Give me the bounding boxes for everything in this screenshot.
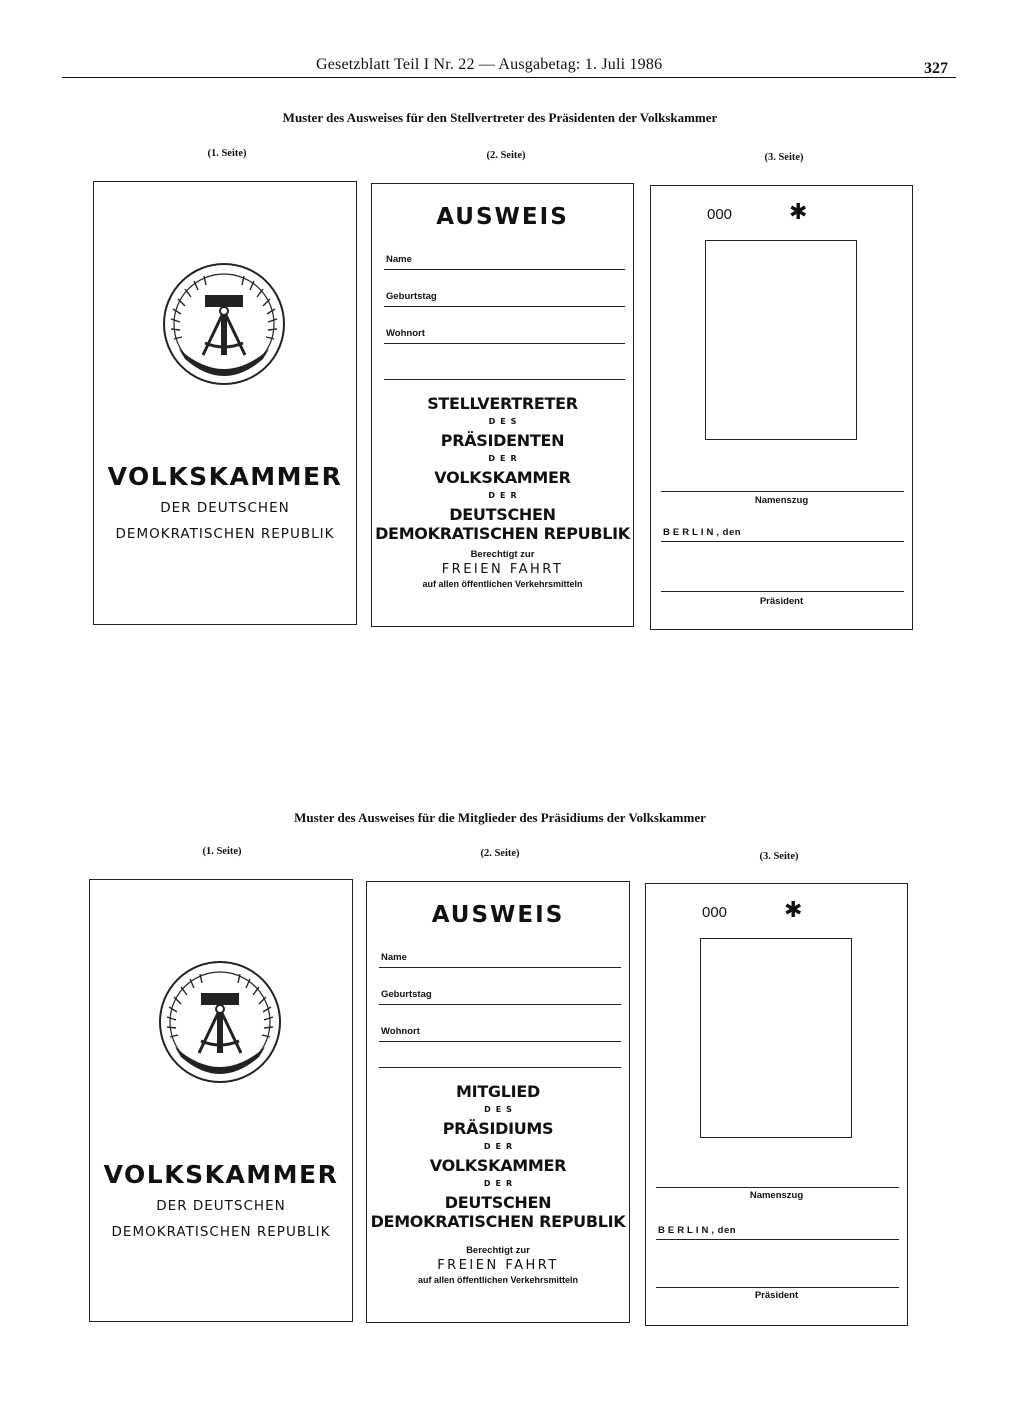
serial-number: 000 (702, 904, 728, 921)
side-label-1: (1. Seite) (207, 148, 247, 159)
role-block (367, 1082, 629, 1285)
cover-subtitle-2: DEMOKRATISCHEN REPUBLIK (111, 1224, 331, 1240)
namenszug-label: Namenszug (749, 1190, 804, 1201)
id-card-inner (371, 183, 634, 627)
id-card-back (645, 883, 908, 1326)
star-icon: ✱ (789, 200, 808, 225)
verkehrsmittel-text: auf allen öffentlichen Verkehrsmitteln (422, 579, 583, 589)
berlin-suffix: , den (716, 527, 742, 538)
berlin-date-label (658, 1225, 736, 1236)
role-line: PRÄSIDENTEN (440, 431, 565, 450)
field-line-extra (384, 379, 625, 380)
field-line-name (384, 269, 625, 270)
namenszug-label: Namenszug (754, 495, 809, 506)
id-card-inner (366, 881, 630, 1323)
section-title: Muster des Ausweises für den Stellvertreter des Präsidenten der Volkskammer (282, 110, 718, 125)
photo-box (705, 240, 857, 440)
role-line: MITGLIED (456, 1082, 540, 1101)
section-title: Muster des Ausweises für die Mitglieder des Präsidiums der Volkskammer (294, 810, 706, 825)
star-icon: ✱ (784, 898, 803, 923)
berechtigt-text: Berechtigt zur (470, 549, 535, 560)
field-label-name: Name (381, 952, 407, 963)
role-line: DEMOKRATISCHEN REPUBLIK (375, 524, 630, 543)
ausweis-heading: AUSWEIS (436, 204, 569, 230)
cover-subtitle-1: DER DEUTSCHEN (156, 1198, 286, 1214)
side-label-3: (3. Seite) (764, 152, 804, 163)
ausweis-heading: AUSWEIS (431, 902, 565, 928)
role-line: DES (488, 417, 522, 426)
date-line (661, 541, 904, 542)
field-label-geburtstag: Geburtstag (386, 291, 437, 302)
field-label-wohnort: Wohnort (381, 1026, 420, 1037)
berlin-text: BERLIN (663, 527, 717, 538)
role-line: DER (488, 491, 522, 500)
field-line-name (379, 967, 621, 968)
serial-number: 000 (707, 206, 733, 223)
side-label-2: (2. Seite) (480, 848, 520, 859)
cover-title: VOLKSKAMMER (107, 462, 343, 491)
field-label-name: Name (386, 254, 412, 265)
role-line: STELLVERTRETER (427, 394, 578, 413)
role-line: DEUTSCHEN (449, 505, 556, 524)
signature-line (656, 1187, 899, 1188)
date-line (656, 1239, 899, 1240)
state-emblem-icon (155, 957, 285, 1087)
freien-fahrt-text: FREIEN FAHRT (437, 1258, 559, 1273)
freien-fahrt-text: FREIEN FAHRT (441, 562, 564, 577)
field-label-geburtstag: Geburtstag (381, 989, 432, 1000)
praesident-label: Präsident (759, 596, 804, 607)
president-signature-line (656, 1287, 899, 1288)
berlin-suffix: , den (711, 1225, 737, 1236)
role-block (372, 394, 633, 589)
role-line: DER (483, 1179, 518, 1188)
president-signature-line (661, 591, 904, 592)
role-line: DEUTSCHEN (444, 1193, 552, 1212)
role-line: DER (483, 1142, 518, 1151)
side-label-2: (2. Seite) (486, 150, 526, 161)
state-emblem-icon (159, 259, 289, 389)
cover-subtitle-2: DEMOKRATISCHEN REPUBLIK (115, 526, 335, 542)
id-card-cover (89, 879, 353, 1322)
header-rule (62, 77, 956, 78)
role-line: DEMOKRATISCHEN REPUBLIK (370, 1212, 626, 1231)
page-header (0, 0, 1024, 90)
verkehrsmittel-text: auf allen öffentlichen Verkehrsmitteln (417, 1275, 579, 1285)
cover-title: VOLKSKAMMER (103, 1160, 339, 1189)
praesident-label: Präsident (754, 1290, 799, 1301)
id-card-cover (93, 181, 357, 625)
field-line-geburtstag (379, 1004, 621, 1005)
id-card-back (650, 185, 913, 630)
berlin-date-label (663, 527, 741, 538)
cover-subtitle-1: DER DEUTSCHEN (160, 500, 290, 516)
field-line-wohnort (384, 343, 625, 344)
photo-box (700, 938, 852, 1138)
gazette-header-text: Gesetzblatt Teil I Nr. 22 — Ausgabetag: 1. Juli 1986 (316, 56, 663, 73)
role-line: DES (484, 1105, 517, 1114)
field-line-geburtstag (384, 306, 625, 307)
field-label-wohnort: Wohnort (386, 328, 425, 339)
role-line: VOLKSKAMMER (434, 468, 571, 487)
berechtigt-text: Berechtigt zur (466, 1245, 530, 1256)
berlin-text: BERLIN (658, 1225, 712, 1236)
side-label-3: (3. Seite) (759, 851, 799, 862)
role-line: DER (488, 454, 522, 463)
role-line: PRÄSIDIUMS (442, 1119, 554, 1138)
role-line: VOLKSKAMMER (429, 1156, 567, 1175)
signature-line (661, 491, 904, 492)
field-line-extra (379, 1067, 621, 1068)
side-label-1: (1. Seite) (202, 846, 242, 857)
page-number: 327 (924, 60, 948, 77)
field-line-wohnort (379, 1041, 621, 1042)
